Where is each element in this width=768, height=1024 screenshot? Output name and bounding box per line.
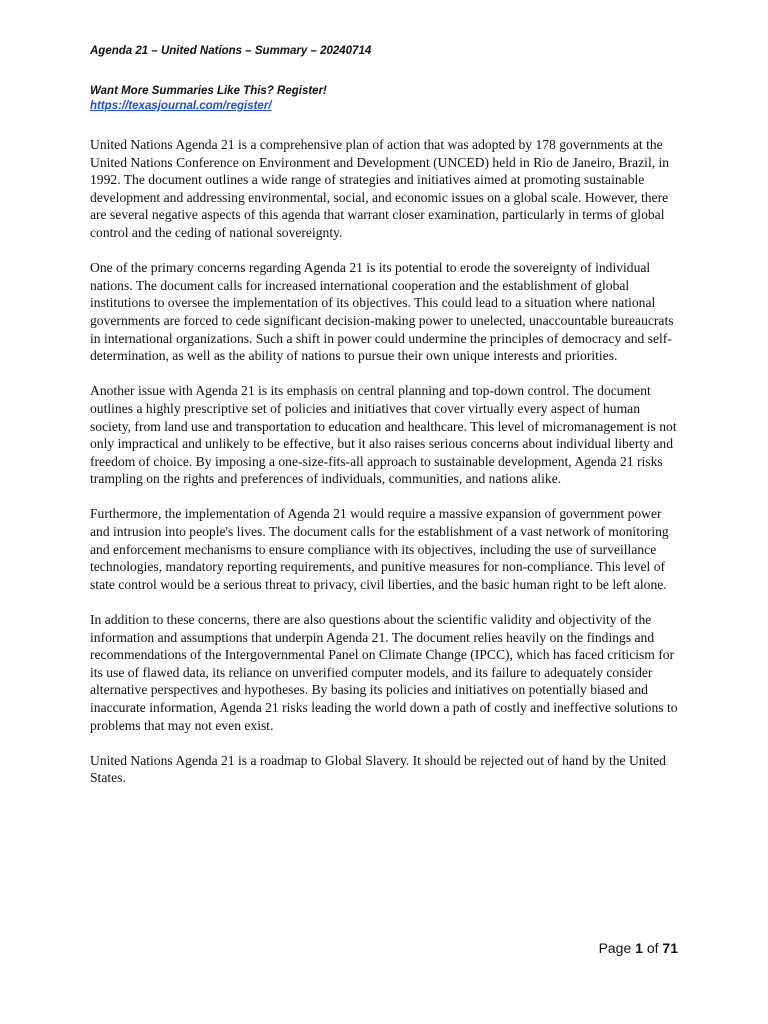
page-total: 71 (662, 940, 678, 956)
paragraph-sovereignty: One of the primary concerns regarding Agenda 21 is its potential to erode the sovereignty of individual nations. The document calls for increased international cooperation and the establishment of global institutions to oversee the implementation of its objectives. This could lead to a situation where national governments are forced to cede significant decision-making power to unelected, unaccountable bureaucrats in international organizations. Such a shift in power could undermine the principles of democracy and self-determination, as well as the ability of nations to pursue their own unique interests and priorities. (90, 260, 674, 364)
page-of: of (646, 940, 659, 956)
promo-text: Want More Summaries Like This? Register! (90, 85, 327, 97)
paragraph-intro: United Nations Agenda 21 is a comprehensive plan of action that was adopted by 178 governments at the United Nations Conference on Environment and Development (UNCED) held in Rio de Janeiro, Brazil, in 1992. The document outlines a wide range of strategies and initiatives aimed at promoting sustainable development and addressing environmental, social, and economic issues on a global scale. However, there are several negative aspects of this agenda that warrant closer examination, particularly in terms of global control and the ceding of national sovereignty. (90, 137, 670, 240)
register-link[interactable]: https://texasjournal.com/register/ (90, 100, 272, 112)
document-header-title: Agenda 21 – United Nations – Summary – 20240714 (90, 45, 372, 57)
page-label: Page (598, 940, 632, 956)
promo-block (90, 84, 327, 114)
paragraph-conclusion: United Nations Agenda 21 is a roadmap to Global Slavery. It should be rejected out of hand by the United States. (90, 752, 666, 786)
paragraph-central-planning: Another issue with Agenda 21 is its emphasis on central planning and top-down control. The document outlines a highly prescriptive set of policies and initiatives that cover virtually every aspect of human society, from land use and transportation to education and healthcare. This level of micromanagement is not only impractical and unlikely to be effective, but it also raises serious concerns about individual liberty and freedom of choice. By imposing a one-size-fits-all approach to sustainable development, Agenda 21 risks trampling on the rights and preferences of individuals, communities, and nations alike. (90, 383, 677, 487)
paragraph-scientific-validity: In addition to these concerns, there are also questions about the scientific validity and objectivity of the information and assumptions that underpin Agenda 21. The document relies heavily on the findings and recommendations of the Intergovernmental Panel on Climate Change (IPCC), which has faced criticism for its use of flawed data, its reliance on unverified computer models, and its failure to adequately consider alternative perspectives and hypotheses. By basing its policies and initiatives on potentially biased and inaccurate information, Agenda 21 risks leading the world down a path of costly and ineffective solutions to problems that may not even exist. (90, 612, 678, 733)
document-body (90, 136, 680, 805)
page-current: 1 (635, 940, 643, 956)
paragraph-government-power: Furthermore, the implementation of Agenda 21 would require a massive expansion of government power and intrusion into people's lives. The document calls for the establishment of a vast network of monitoring and enforcement mechanisms to ensure compliance with its objectives, including the use of surveillance technologies, mandatory reporting requirements, and punitive measures for non-compliance. This level of state control would be a serious threat to privacy, civil liberties, and the basic human right to be left alone. (90, 506, 669, 592)
page-number (599, 940, 678, 956)
